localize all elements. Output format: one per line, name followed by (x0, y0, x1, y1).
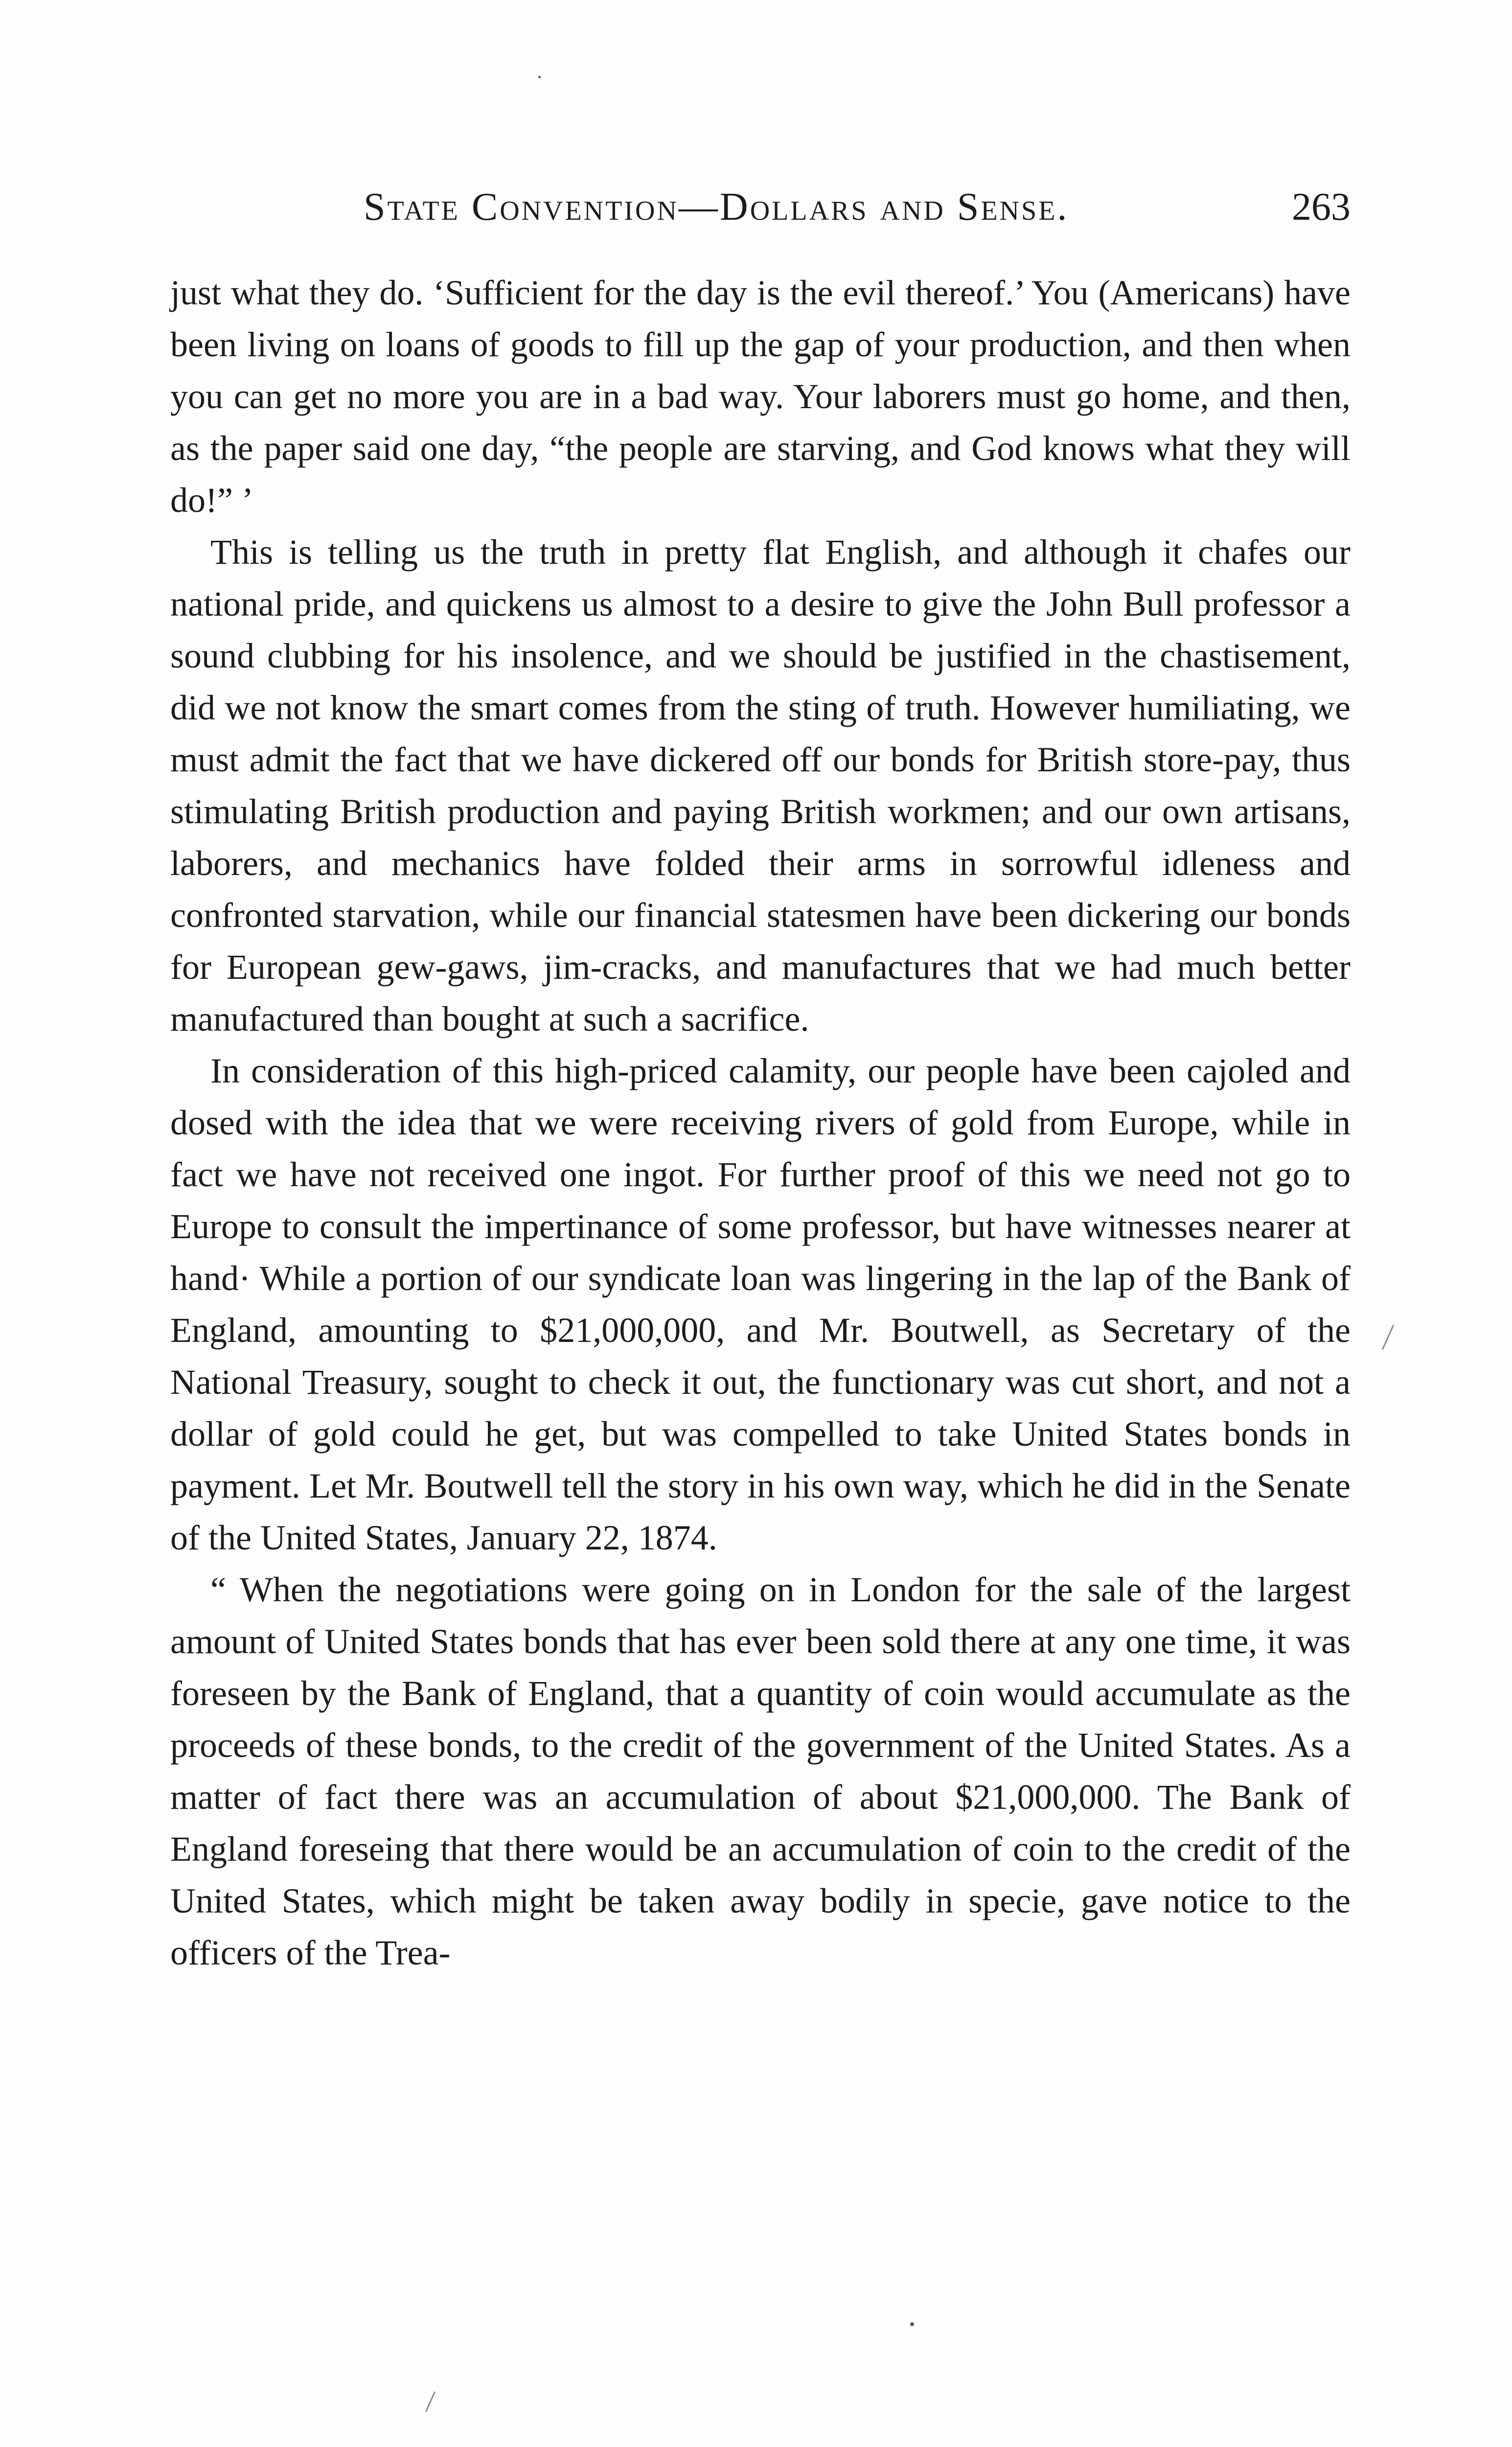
paper-scratch (425, 2391, 435, 2412)
page-header (170, 185, 1351, 239)
body-text (170, 267, 1351, 1979)
running-title: State Convention—Dollars and Sense. (364, 185, 1069, 229)
paragraph-1: just what they do. ‘Sufficient for the day is the evil thereof.’ You (Americans) have been living on loans of goods to fill up the gap of your production, and then when you can get no more you are in a bad way. Your laborers must go home, and then, as the paper said one day, “the people are starving, and God knows what they will do!” ’ (170, 273, 1351, 520)
paragraph-2: This is telling us the truth in pretty flat English, and although it chafes our national pride, and quickens us almost to a desire to give the John Bull professor a sound clubbing for his insolence, and we should be justified in the chastisement, did we not know the smart comes from the sting of truth. However humiliating, we must admit the fact that we have dickered off our bonds for British store-pay, thus stimulating British production and paying British workmen; and our own artisans, laborers, and mechanics have folded their arms in sorrowful idleness and confronted starvation, while our financial statesmen have been dickering our bonds for European gew-gaws, jim-cracks, and manufactures that we had much better manufactured than bought at such a sacrifice. (170, 532, 1351, 1039)
page-number: 263 (1292, 185, 1351, 229)
paragraph-4: “ When the negotiations were going on in London for the sale of the largest amount of United States bonds that has ever been sold there at any one time, it was foreseen by the Bank of England, that a quantity of coin would accumulate as the proceeds of these bonds, to the credit of the government of the United States. As a matter of fact there was an accumulation of about $21,000,000. The Bank of England foreseing that there would be an accumulation of coin to the credit of the United States, which might be taken away bodily in specie, gave notice to the officers of the Trea- (170, 1570, 1351, 1972)
paper-scratch (1382, 1325, 1394, 1350)
ink-speck (538, 76, 541, 78)
paragraph-3: In consideration of this high-priced calamity, our people have been cajoled and dosed with the idea that we were receiving rivers of gold from Europe, while in fact we have not received one ingot. For further proof of this we need not go to Europe to consult the impertinance of some professor, but have witnesses nearer at hand· While a portion of our syndicate loan was lingering in the lap of the Bank of England, amounting to $21,000,000, and Mr. Boutwell, as Secretary of the National Treasury, sought to check it out, the functionary was cut short, and not a dollar of gold could he get, but was compelled to take United States bonds in payment. Let Mr. Boutwell tell the story in his own way, which he did in the Senate of the United States, January 22, 1874. (170, 1051, 1351, 1557)
ink-speck (910, 2322, 914, 2326)
